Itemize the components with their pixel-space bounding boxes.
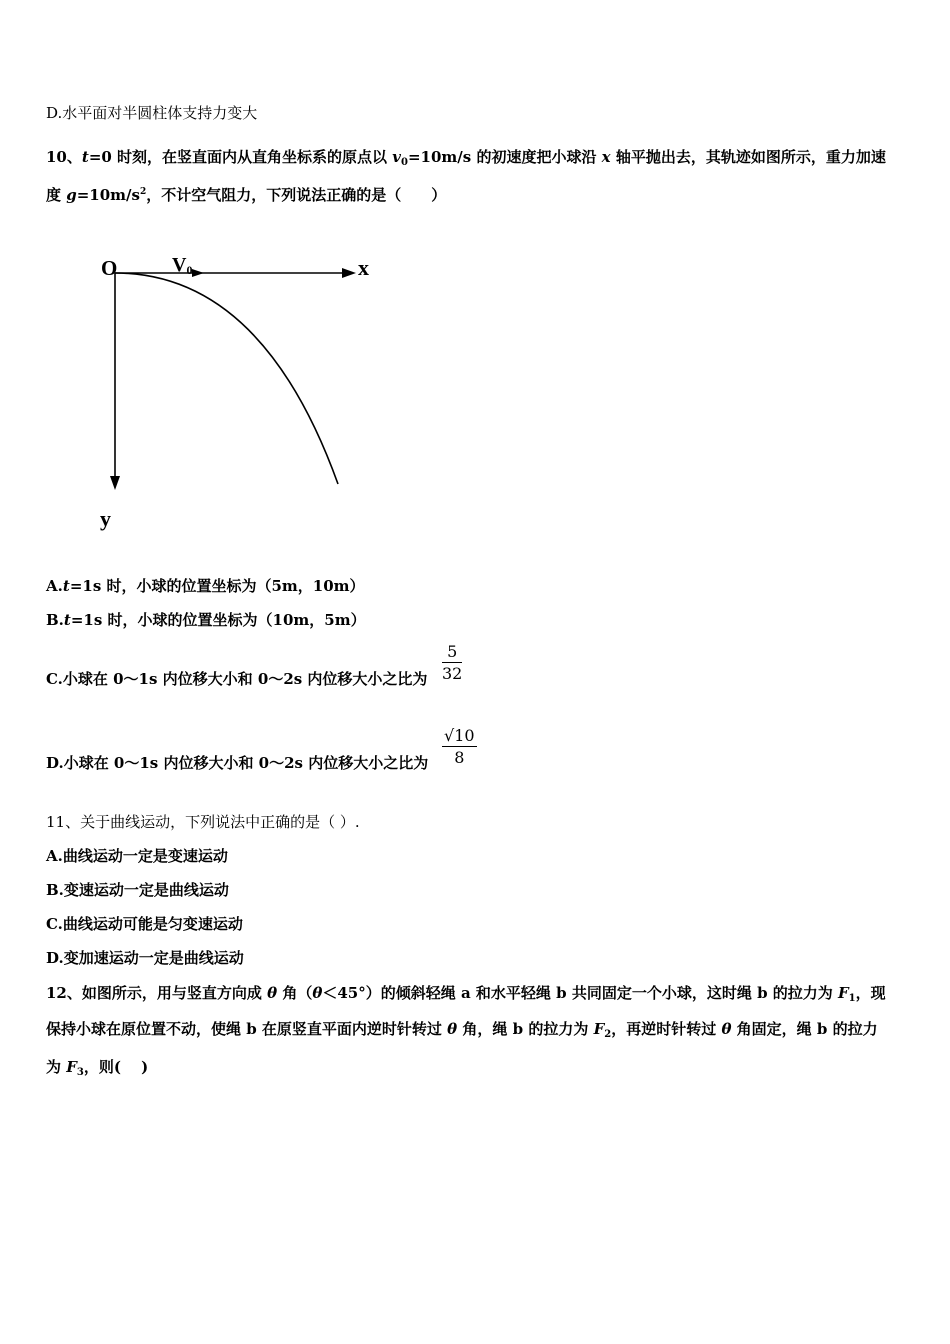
q12-l2-p2: 角，绳 b 的拉力为 <box>457 1020 594 1038</box>
q10-line2-pre: 度 <box>46 186 67 204</box>
q12-l3-p2: ，则( ) <box>83 1058 149 1076</box>
q12-p3: ＜45°）的倾斜轻绳 a 和水平轻绳 b 共同固定一个小球，这时绳 b 的拉力为 <box>322 984 839 1002</box>
q10-text2: 的初速度把小球沿 <box>471 148 602 166</box>
q10-option-c-denominator: 32 <box>442 664 463 683</box>
q10-x-symbol: x <box>601 148 611 166</box>
q12-stem-line3 <box>46 1056 148 1078</box>
q12-theta-4: θ <box>721 1020 732 1038</box>
q10-stem-line1 <box>46 146 886 168</box>
q12-F2: F <box>593 1020 605 1038</box>
q10-stem-line2 <box>46 184 446 205</box>
q12-theta-3: θ <box>447 1020 458 1038</box>
sqrt-radicand: 10 <box>454 726 475 745</box>
y-axis-arrow <box>110 476 120 490</box>
q12-l2-p1: 保持小球在原位置不动，使绳 b 在原竖直平面内逆时针转过 <box>46 1020 448 1038</box>
trajectory-curve <box>115 273 338 484</box>
q10-t0: =0 <box>88 148 112 166</box>
trajectory-figure <box>90 240 390 540</box>
q12-p1: 12、如图所示，用与竖直方向成 <box>46 984 268 1002</box>
q10-number: 10、 <box>46 148 82 166</box>
q12-F1: F <box>838 984 849 1002</box>
q10-option-c-numerator: 5 <box>442 642 462 663</box>
v0-label-sub: 0 <box>186 263 193 277</box>
y-axis-label: y <box>100 506 111 531</box>
q10-option-b-t: t <box>63 611 71 629</box>
q10-v-sub: 0 <box>401 157 408 168</box>
v0-arrow <box>192 269 204 277</box>
q12-theta-2: θ <box>312 984 323 1002</box>
v0-label <box>172 254 192 277</box>
q12-stem-line1 <box>46 982 886 1004</box>
q11-stem: 11、关于曲线运动，下列说法中正确的是（ ）. <box>46 813 360 831</box>
q12-stem-line2 <box>46 1018 878 1040</box>
q11-option-b: B.变速运动一定是曲线运动 <box>46 881 229 899</box>
q12-l3-p1: 为 <box>46 1058 67 1076</box>
q10-option-d-numerator <box>442 726 477 747</box>
q10-g-sup: 2 <box>139 187 147 197</box>
q12-F2-sub: 2 <box>604 1029 612 1040</box>
q10-option-d-fraction <box>442 726 477 767</box>
q12-l2-p4: 角固定，绳 b 的拉力 <box>731 1020 878 1038</box>
v0-label-main: V <box>172 254 187 276</box>
q11-option-c: C.曲线运动可能是匀变速运动 <box>46 915 243 933</box>
x-axis-label: x <box>358 255 369 280</box>
q12-F3: F <box>66 1058 77 1076</box>
q10-option-c: C.小球在 0～1s 内位移大小和 0～2s 内位移大小之比为 <box>46 670 428 688</box>
q11-option-d: D.变加速运动一定是曲线运动 <box>46 949 244 967</box>
q10-text1: 时刻，在竖直面内从直角坐标系的原点以 <box>111 148 393 166</box>
x-axis-arrow <box>342 268 356 278</box>
origin-label: O <box>101 256 118 280</box>
q12-l2-p3: ，再逆时针转过 <box>611 1020 722 1038</box>
q10-option-a-t: t <box>62 577 70 595</box>
q10-g-value: =10m/s <box>76 186 140 204</box>
q10-v-value: =10m/s <box>407 148 472 166</box>
q10-option-b-prefix: B. <box>46 611 64 629</box>
q12-p2: 角（ <box>277 984 313 1002</box>
q11-option-a: A.曲线运动一定是变速运动 <box>46 847 228 865</box>
q10-text3: 轴平抛出去，其轨迹如图所示，重力加速 <box>610 148 886 166</box>
sqrt-sign: √ <box>444 726 455 745</box>
q10-option-b <box>46 609 366 630</box>
q12-p4: ，现 <box>855 984 886 1002</box>
q10-t-symbol: t <box>81 148 89 166</box>
q10-line2-post: ，不计空气阻力，下列说法正确的是（ ） <box>146 186 447 204</box>
q10-option-b-text: =1s 时，小球的位置坐标为（10m，5m） <box>70 611 366 629</box>
q10-option-c-fraction <box>442 642 462 683</box>
q10-option-d: D.小球在 0～1s 内位移大小和 0～2s 内位移大小之比为 <box>46 754 429 772</box>
q10-option-a-text: =1s 时，小球的位置坐标为（5m，10m） <box>69 577 365 595</box>
q10-option-a <box>46 575 365 596</box>
prev-option-d: D.水平面对半圆柱体支持力变大 <box>46 104 258 122</box>
q12-F3-sub: 3 <box>76 1067 84 1078</box>
q12-theta-1: θ <box>267 984 278 1002</box>
q10-option-d-denominator: 8 <box>454 748 465 767</box>
q12-F1-sub: 1 <box>848 993 856 1004</box>
q10-option-a-prefix: A. <box>46 577 63 595</box>
q10-v-symbol: v <box>392 148 401 166</box>
q10-g-symbol: g <box>66 186 77 204</box>
